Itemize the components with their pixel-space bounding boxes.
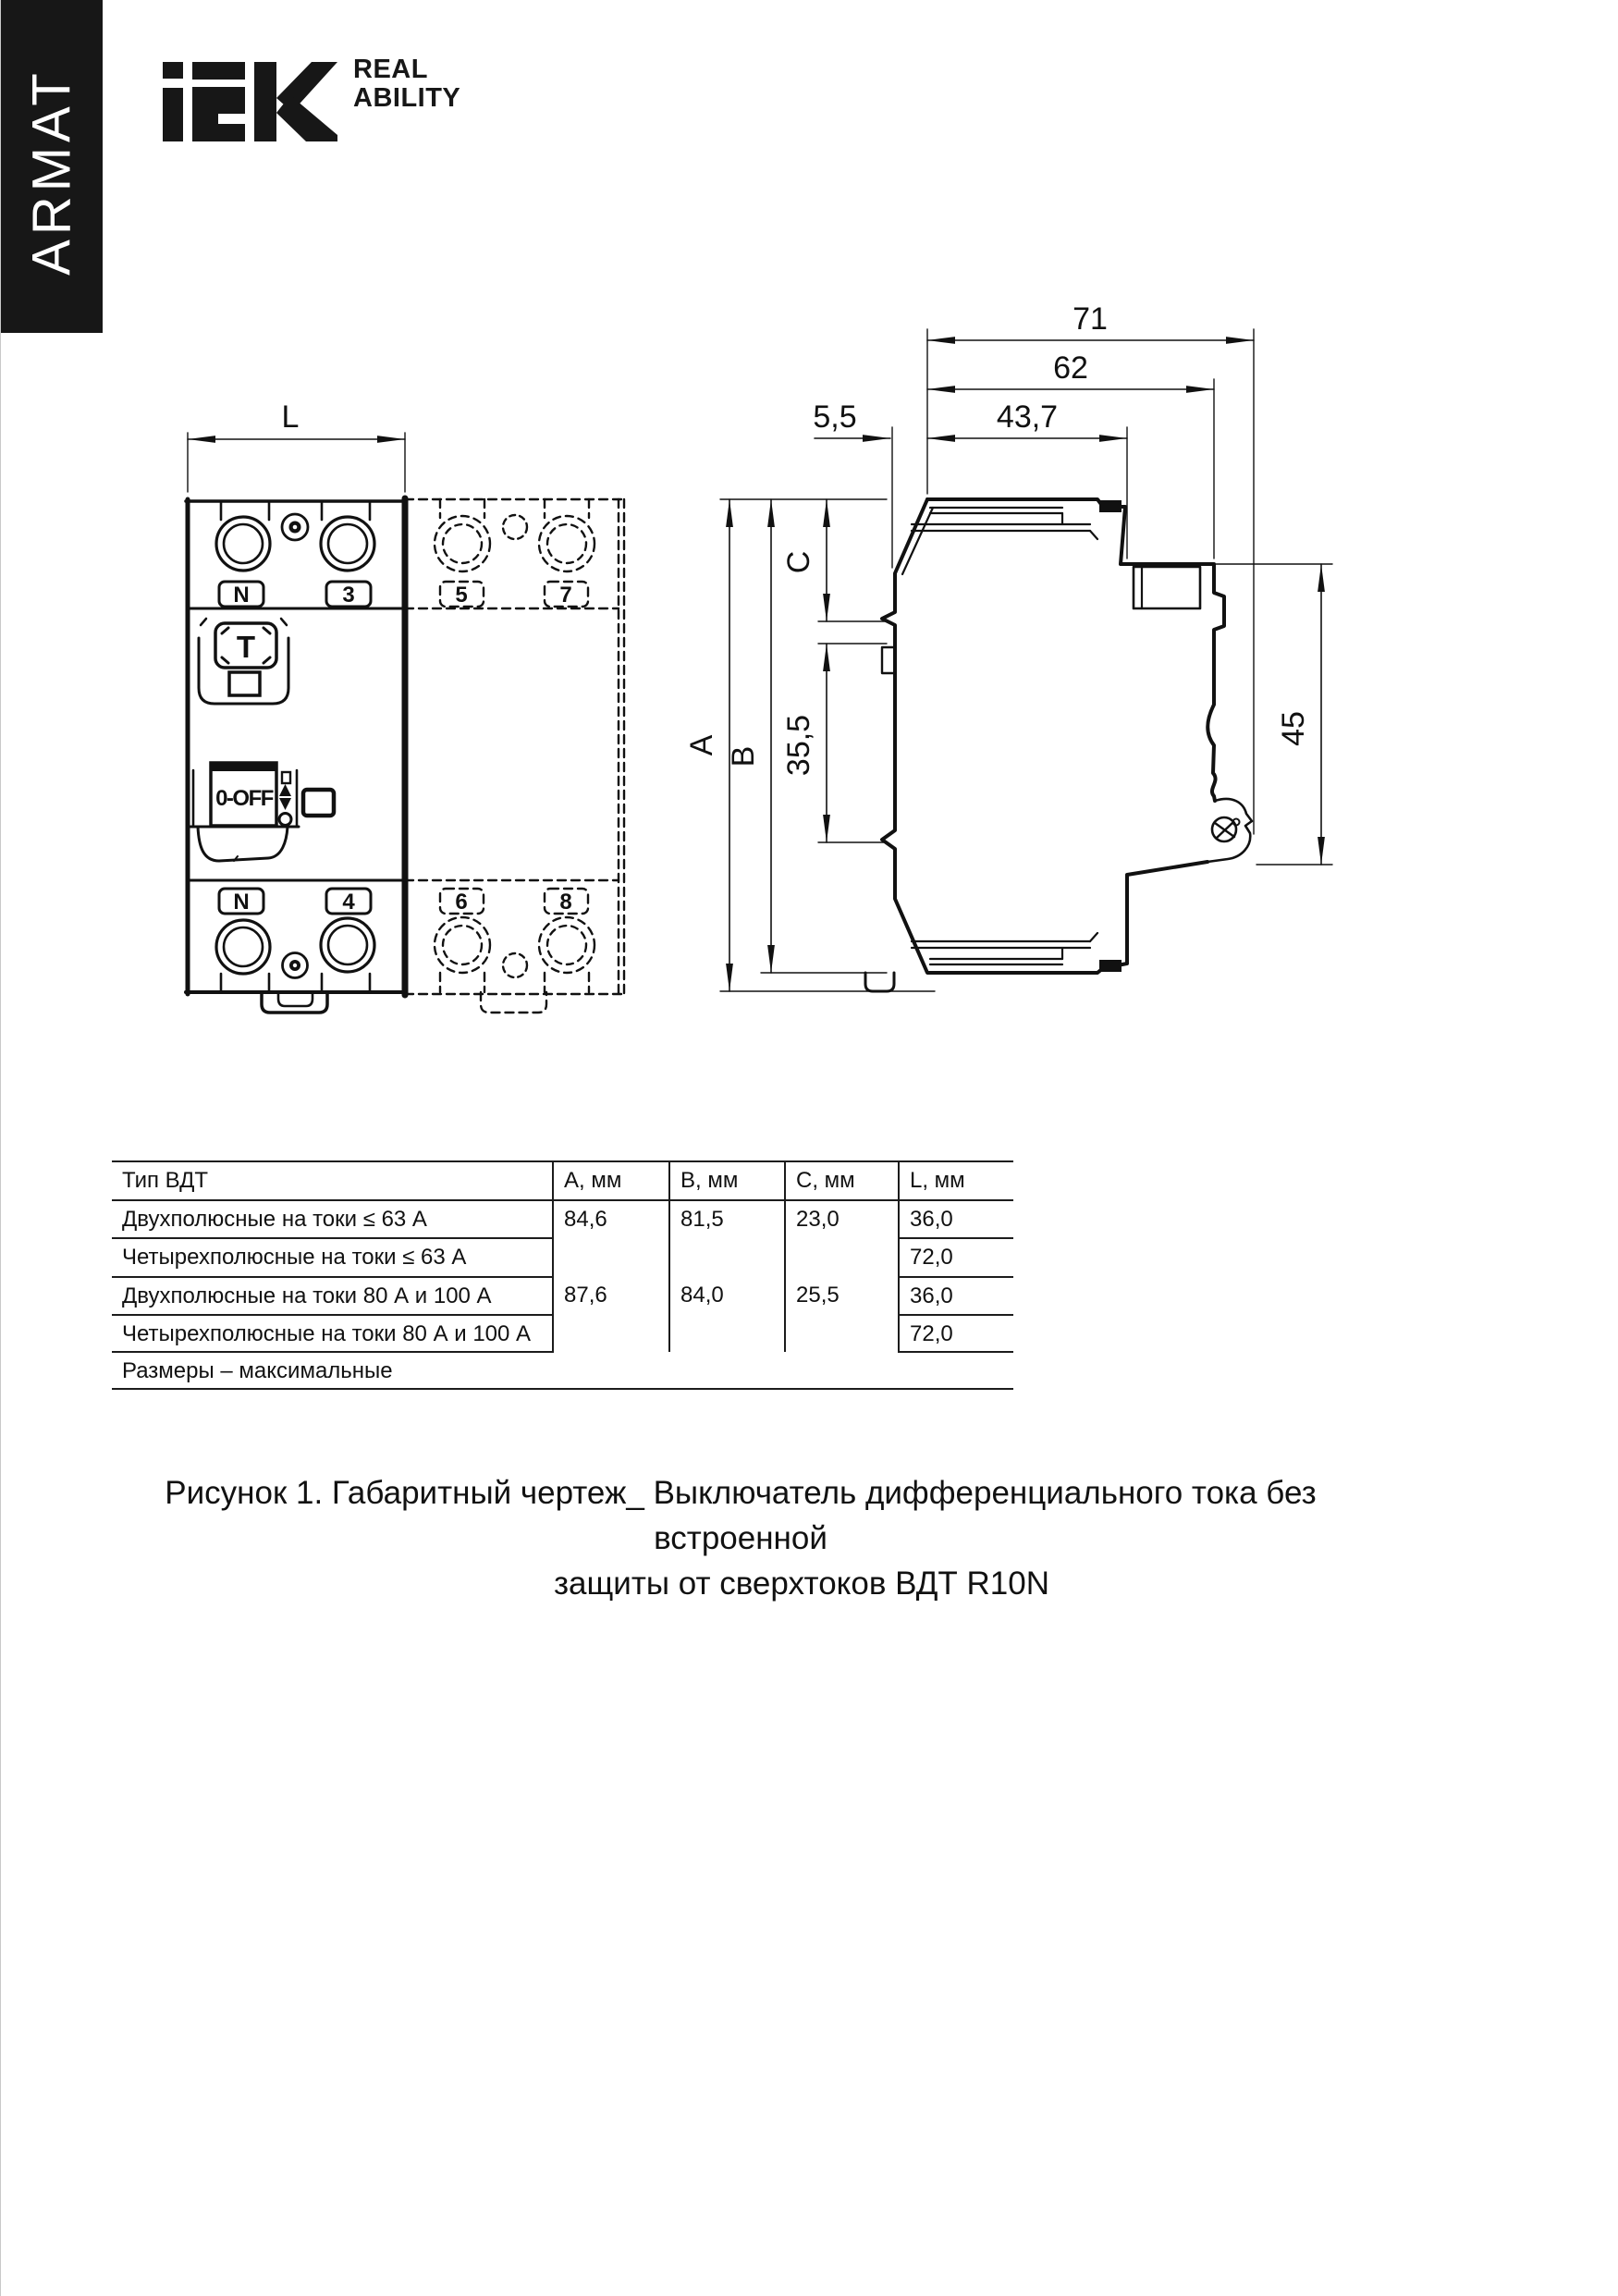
cell-type: Четырехполюсные на токи 80 А и 100 А bbox=[112, 1315, 553, 1352]
cell-l: 72,0 bbox=[899, 1315, 1013, 1352]
col-header-type: Тип ВДТ bbox=[112, 1161, 553, 1200]
iek-logo bbox=[1, 0, 352, 157]
table-footer-row bbox=[112, 1352, 1013, 1389]
dim-label-71: 71 bbox=[1073, 305, 1108, 337]
din-recess-block bbox=[1134, 567, 1200, 608]
cell-c: 23,0 bbox=[785, 1200, 899, 1277]
dimensions-table bbox=[112, 1160, 1013, 1390]
figure-caption bbox=[107, 1470, 1374, 1606]
mounting-tab bbox=[262, 992, 327, 1013]
cell-type: Двухполюсные на токи 80 А и 100 А bbox=[112, 1277, 553, 1315]
iek-tagline-real: REAL bbox=[353, 55, 428, 84]
iek-tagline-ability: ABILITY bbox=[353, 83, 461, 113]
dimension-35-5 bbox=[781, 644, 827, 842]
terminal-plate-6: 6 bbox=[455, 890, 468, 915]
terminal-plate-n-top: N bbox=[233, 583, 250, 608]
dimension-43-7 bbox=[927, 399, 1127, 438]
front-view-drawing bbox=[186, 399, 624, 1013]
figure-caption-line1: Рисунок 1. Габаритный чертеж_ Выключатель дифференциального тока без встроенной bbox=[165, 1475, 1317, 1556]
dimension-a bbox=[684, 499, 729, 991]
col-header-l: L, мм bbox=[899, 1161, 1013, 1200]
dimension-71 bbox=[927, 305, 1254, 340]
iek-logo-glyphs bbox=[163, 62, 337, 141]
dimension-62 bbox=[927, 350, 1214, 389]
cell-a: 84,6 bbox=[553, 1200, 669, 1277]
front-top-terminals bbox=[216, 501, 374, 608]
terminal-plate-8: 8 bbox=[559, 890, 572, 915]
iek-tagline bbox=[353, 55, 460, 113]
cell-b: 84,0 bbox=[669, 1277, 785, 1352]
seal-notch bbox=[1099, 960, 1122, 972]
side-view-drawing bbox=[684, 305, 1332, 991]
table-row bbox=[112, 1277, 1013, 1315]
front-view-dashed-module bbox=[405, 499, 624, 1013]
arrow-up-icon bbox=[279, 784, 291, 796]
dimension-45 bbox=[1276, 564, 1321, 865]
din-latch-detail bbox=[1207, 799, 1252, 862]
table-footnote: Размеры – максимальные bbox=[112, 1352, 1013, 1389]
dim-label-b: B bbox=[726, 745, 761, 767]
terminal-plate-n-bot: N bbox=[233, 890, 250, 915]
cell-l: 36,0 bbox=[899, 1277, 1013, 1315]
col-header-c: C, мм bbox=[785, 1161, 899, 1200]
dim-label-a: A bbox=[684, 734, 719, 756]
table-row bbox=[112, 1200, 1013, 1238]
cell-c: 25,5 bbox=[785, 1277, 899, 1352]
dim-label-62: 62 bbox=[1053, 350, 1088, 386]
col-header-b: B, мм bbox=[669, 1161, 785, 1200]
cell-l: 36,0 bbox=[899, 1200, 1013, 1238]
front-clip-detail bbox=[882, 647, 895, 673]
dimension-5-5 bbox=[813, 399, 890, 438]
dim-label-35-5: 35,5 bbox=[781, 714, 816, 777]
mounting-tab bbox=[865, 973, 894, 991]
cell-a: 87,6 bbox=[553, 1277, 669, 1352]
cell-b: 81,5 bbox=[669, 1200, 785, 1277]
dim-label-45: 45 bbox=[1276, 711, 1311, 746]
terminal-plate-3: 3 bbox=[342, 583, 355, 608]
col-header-a: A, мм bbox=[553, 1161, 669, 1200]
figure-caption-line2: защиты от сверхтоков ВДТ R10N bbox=[553, 1565, 1050, 1602]
switch-position-label: 0-OFF bbox=[215, 786, 273, 811]
dimension-l bbox=[188, 399, 405, 492]
terminal-plate-4: 4 bbox=[342, 890, 355, 915]
dimension-b bbox=[726, 499, 771, 973]
test-button bbox=[199, 619, 288, 704]
switch-handle bbox=[190, 763, 334, 861]
dim-label-43-7: 43,7 bbox=[996, 399, 1059, 435]
dim-label-5-5: 5,5 bbox=[813, 399, 857, 435]
table-header-row bbox=[112, 1161, 1013, 1200]
seal-notch bbox=[1099, 500, 1122, 512]
dimensional-drawing bbox=[93, 305, 1388, 1045]
indicator-window bbox=[229, 672, 260, 695]
cell-type: Четырехполюсные на токи ≤ 63 А bbox=[112, 1238, 553, 1277]
cell-type: Двухполюсные на токи ≤ 63 А bbox=[112, 1200, 553, 1238]
arrow-down-icon bbox=[279, 798, 291, 810]
terminal-plate-7: 7 bbox=[559, 583, 572, 608]
cell-l: 72,0 bbox=[899, 1238, 1013, 1277]
terminal-plate-5: 5 bbox=[455, 583, 468, 608]
armat-label: ARMAT bbox=[21, 68, 82, 276]
test-button-label: T bbox=[236, 630, 256, 664]
dim-label-l: L bbox=[281, 399, 300, 435]
dimension-c bbox=[781, 499, 827, 621]
dim-label-c: C bbox=[781, 550, 816, 574]
